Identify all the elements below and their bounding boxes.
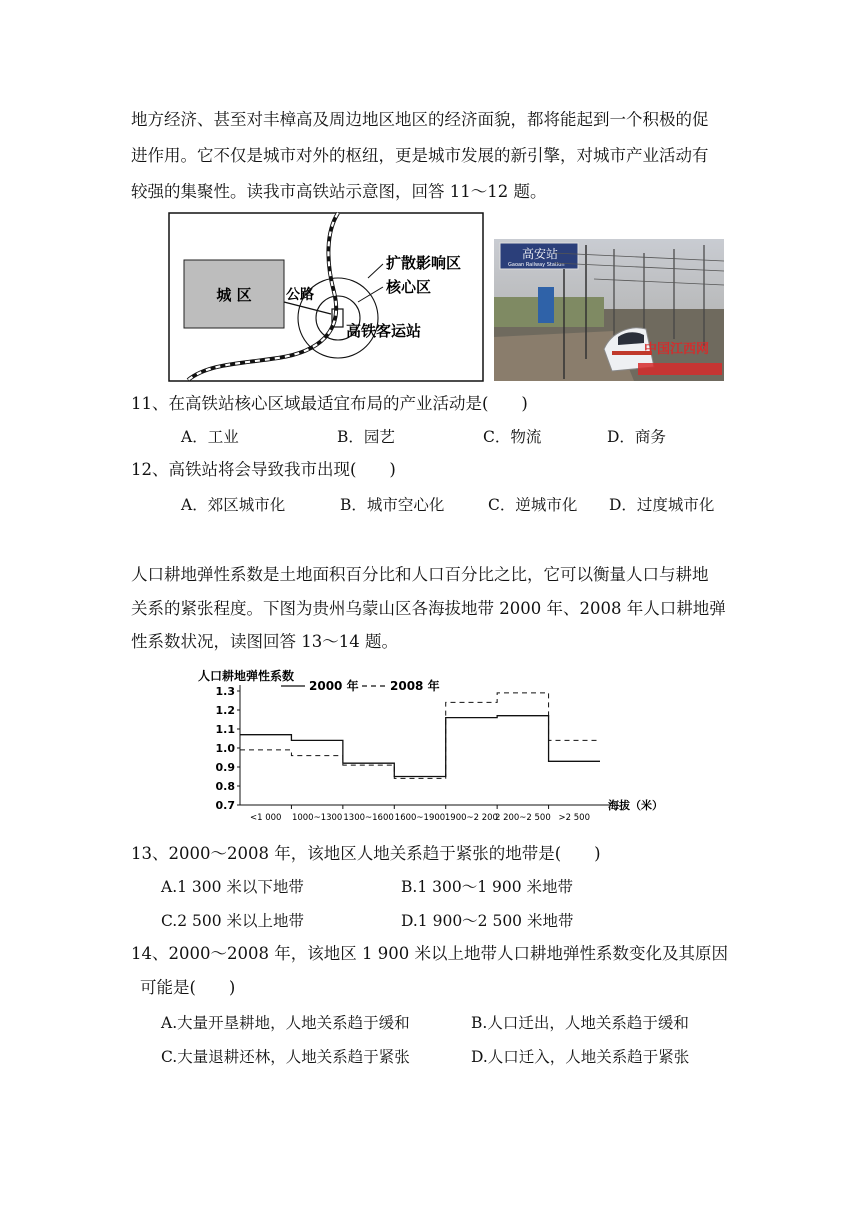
q14-option-c[interactable]: C.大量退耕还林，人地关系趋于紧张 [161, 1048, 410, 1066]
q13-option-d[interactable]: D.1 900～2 500 米地带 [401, 912, 574, 930]
q11-option-d[interactable]: D．商务 [607, 428, 666, 446]
x-tick-label: 1000~1300 [291, 813, 343, 823]
station-label: 高铁客运站 [346, 322, 422, 340]
passage1-line-1: 地方经济、甚至对丰樟高及周边地区地区的经济面貌，都将能起到一个积极的促 [131, 110, 709, 129]
q12-option-b[interactable]: B．城市空心化 [340, 496, 445, 514]
y-tick-label: 0.7 [215, 799, 235, 812]
passage1-line-2: 进作用。它不仅是城市对外的枢纽，更是城市发展的新引擎，对城市产业活动有 [131, 146, 709, 165]
city-label: 城 区 [216, 286, 252, 304]
q12-option-c[interactable]: C．逆城市化 [488, 496, 578, 514]
q12-option-d[interactable]: D．过度城市化 [609, 496, 715, 514]
road-label: 公路 [286, 287, 314, 303]
passage1-line-3: 较强的集聚性。读我市高铁站示意图，回答 11～12 题。 [131, 182, 547, 201]
q13-option-b[interactable]: B.1 300～1 900 米地带 [401, 878, 573, 896]
x-tick-label: 1900~2 200 [444, 813, 498, 823]
legend-label-0: 2000 年 [309, 679, 359, 693]
q14-stem-line-1: 14、2000～2008 年，该地区 1 900 米以上地带人口耕地弹性系数变化及其原因 [131, 944, 728, 963]
chart-x-axis [240, 805, 610, 823]
station-photo [494, 239, 724, 381]
q12-stem: 12、高铁站将会导致我市出现( ) [131, 460, 396, 479]
series-line-1 [240, 693, 600, 779]
y-tick-label: 1.0 [215, 742, 235, 755]
watermark-logo: 中国江西网 [644, 342, 710, 357]
x-tick-label: 2 200~2 500 [494, 813, 551, 823]
y-tick-label: 1.3 [215, 685, 235, 698]
y-tick-label: 1.1 [215, 723, 235, 736]
chart-y-axis [216, 685, 241, 812]
x-tick-label: >2 500 [558, 813, 591, 823]
q14-option-a[interactable]: A.大量开垦耕地，人地关系趋于缓和 [161, 1014, 410, 1032]
q11-option-c[interactable]: C．物流 [483, 428, 542, 446]
legend-label-1: 2008 年 [390, 679, 440, 693]
q13-option-a[interactable]: A.1 300 米以下地带 [161, 878, 304, 896]
q13-option-c[interactable]: C.2 500 米以上地带 [161, 912, 305, 930]
q12-option-a[interactable]: A．郊区城市化 [181, 496, 286, 514]
chart-series [240, 693, 600, 779]
sign-en: Gaoan Railway Station [508, 262, 565, 268]
q14-option-b[interactable]: B.人口迁出，人地关系趋于缓和 [471, 1014, 689, 1032]
q11-option-a[interactable]: A．工业 [181, 428, 239, 446]
passage2-line-3: 性系数状况，读图回答 13～14 题。 [131, 632, 398, 651]
chart-xlabel: 海拔（米） [608, 799, 663, 812]
y-tick-label: 1.2 [215, 704, 235, 717]
chart-legend [281, 678, 440, 693]
x-tick-label: 1600~1900 [394, 813, 446, 823]
passage2-line-1: 人口耕地弹性系数是土地面积百分比和人口百分比之比，它可以衡量人口与耕地 [131, 565, 709, 584]
x-tick-label: <1 000 [249, 813, 282, 823]
sign-cn: 高安站 [522, 247, 559, 261]
y-tick-label: 0.9 [215, 761, 235, 774]
q11-stem: 11、在高铁站核心区域最适宜布局的产业活动是( ) [131, 394, 528, 413]
core-label: 核心区 [386, 278, 432, 296]
q13-stem: 13、2000～2008 年，该地区人地关系趋于紧张的地带是( ) [131, 844, 601, 863]
elasticity-chart [195, 664, 675, 826]
q11-option-b[interactable]: B．园艺 [337, 428, 395, 446]
station-diagram [168, 212, 484, 382]
diffusion-label: 扩散影响区 [386, 254, 462, 272]
series-line-0 [240, 716, 600, 777]
passage2-line-2: 关系的紧张程度。下图为贵州乌蒙山区各海拔地带 2000 年、2008 年人口耕地弹 [131, 599, 726, 618]
q14-option-d[interactable]: D.人口迁入，人地关系趋于紧张 [471, 1048, 690, 1066]
q14-stem-line-2: 可能是( ) [140, 978, 236, 997]
x-tick-label: 1300~1600 [343, 813, 394, 823]
y-tick-label: 0.8 [215, 780, 235, 793]
chart-ylabel: 人口耕地弹性系数 [198, 669, 295, 683]
